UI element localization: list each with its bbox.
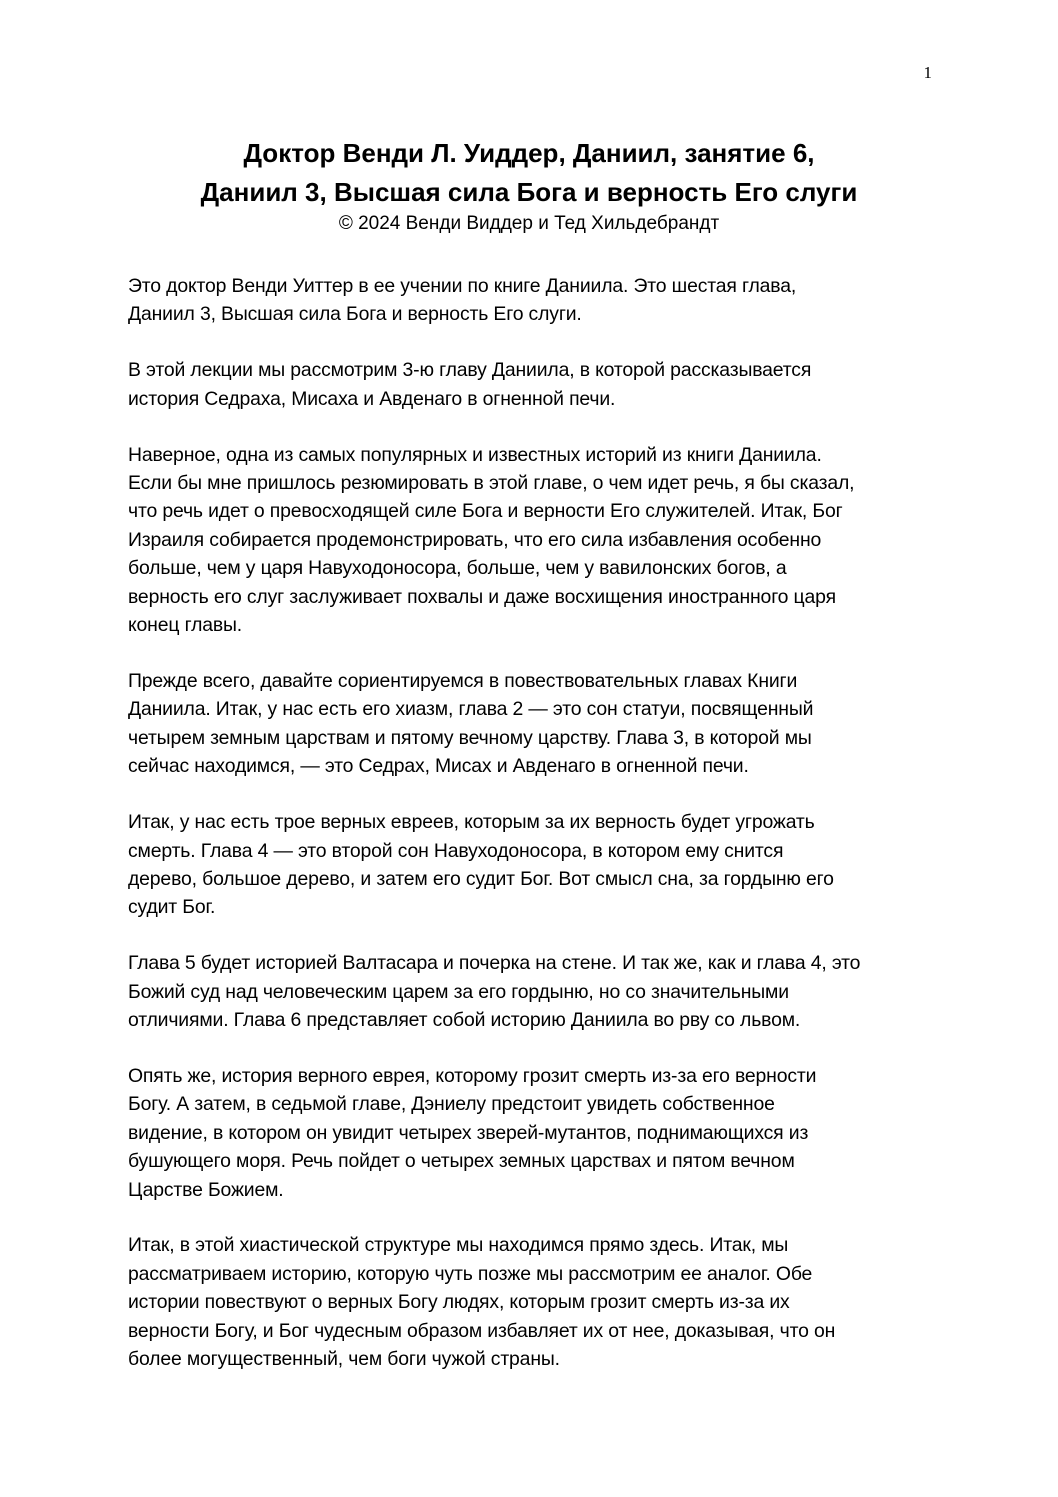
paragraph [128,272,940,329]
page-number: 1 [923,63,932,82]
text-line: верности Богу, и Бог чудесным образом избавляет их от нее, доказывая, что он [128,1319,836,1342]
text-line: Божий суд над человеческим царем за его гордыню, но со значительными [128,980,789,1003]
paragraph [128,808,940,922]
text-line: Это доктор Венди Уиттер в ее учении по книге Даниила. Это шестая глава, [128,275,797,297]
text-line: бушующего моря. Речь пойдет о четырех земных царствах и пятом вечном [128,1150,795,1173]
paragraph [128,441,940,640]
text-line: Итак, в этой хиастической структуре мы находимся прямо здесь. Итак, мы [128,1234,789,1257]
text-line: судит Бог. [128,896,216,919]
title-line-1: Доктор Венди Л. Уиддер, Даниил, занятие 6, [243,138,815,168]
text-line: Даниила. Итак, у нас есть его хиазм, глава 2 — это сон статуи, посвященный [128,698,814,721]
text-line: Даниил 3, Высшая сила Бога и верность Его слуги. [128,303,582,326]
text-line: Израиля собирается продемонстрировать, что его сила избавления особенно [128,528,822,551]
title-line-2: Даниил 3, Высшая сила Бога и верность Его слуги [200,177,858,207]
paragraph [128,356,940,413]
text-line: Прежде всего, давайте сориентируемся в повествовательных главах Книги [128,669,798,692]
text-line: В этой лекции мы рассмотрим 3-ю главу Даниила, в которой рассказывается [128,359,812,382]
paragraph [128,1231,940,1373]
text-line: Опять же, история верного еврея, которому грозит смерть из-за его верности [128,1064,817,1087]
text-line: Царстве Божием. [128,1178,284,1201]
paragraph [128,667,940,781]
text-line: дерево, большое дерево, и затем его судит Бог. Вот смысл сна, за гордыню его [128,867,834,890]
text-line: Если бы мне пришлось резюмировать в этой главе, о чем идет речь, я бы сказал, [128,472,855,495]
text-line: видение, в котором он увидит четырех зверей-мутантов, поднимающихся из [128,1121,809,1144]
text-line: смерть. Глава 4 — это второй сон Навуходоносора, в котором ему снится [128,839,784,862]
document-header [96,134,962,236]
text-line: Наверное, одна из самых популярных и известных историй из книги Даниила. [128,443,822,466]
text-line: более могущественный, чем боги чужой страны. [128,1348,560,1371]
text-line: что речь идет о превосходящей силе Бога и верности Его служителей. Итак, Бог [128,500,843,523]
text-line: Богу. А затем, в седьмой главе, Дэниелу предстоит увидеть собственное [128,1093,775,1116]
text-line: больше, чем у царя Навуходоносора, больше, чем у вавилонских богов, а [128,557,787,580]
text-line: Глава 5 будет историей Валтасара и почерка на стене. И так же, как и глава 4, это [128,952,861,975]
copyright-line: © 2024 Венди Виддер и Тед Хильдебрандт [338,213,720,234]
document-body [128,272,940,1401]
paragraph [128,949,940,1034]
text-line: Итак, у нас есть трое верных евреев, которым за их верность будет угрожать [128,811,815,834]
paragraph [128,1062,940,1204]
text-line: рассматриваем историю, которую чуть позже мы рассмотрим ее аналог. Обе [128,1262,813,1285]
text-line: верность его слуг заслуживает похвалы и даже восхищения иностранного царя [128,585,836,608]
text-line: истории повествуют о верных Богу людях, которым грозит смерть из-за их [128,1291,790,1314]
text-line: конец главы. [128,614,243,637]
text-line: отличиями. Глава 6 представляет собой историю Даниила во рву со львом. [128,1009,801,1032]
text-line: четырем земным царствам и пятому вечному царству. Глава 3, в которой мы [128,726,812,749]
text-line: история Седраха, Мисаха и Авденаго в огненной печи. [128,387,616,410]
text-line: сейчас находимся, — это Седрах, Мисах и Авденаго в огненной печи. [128,755,749,778]
